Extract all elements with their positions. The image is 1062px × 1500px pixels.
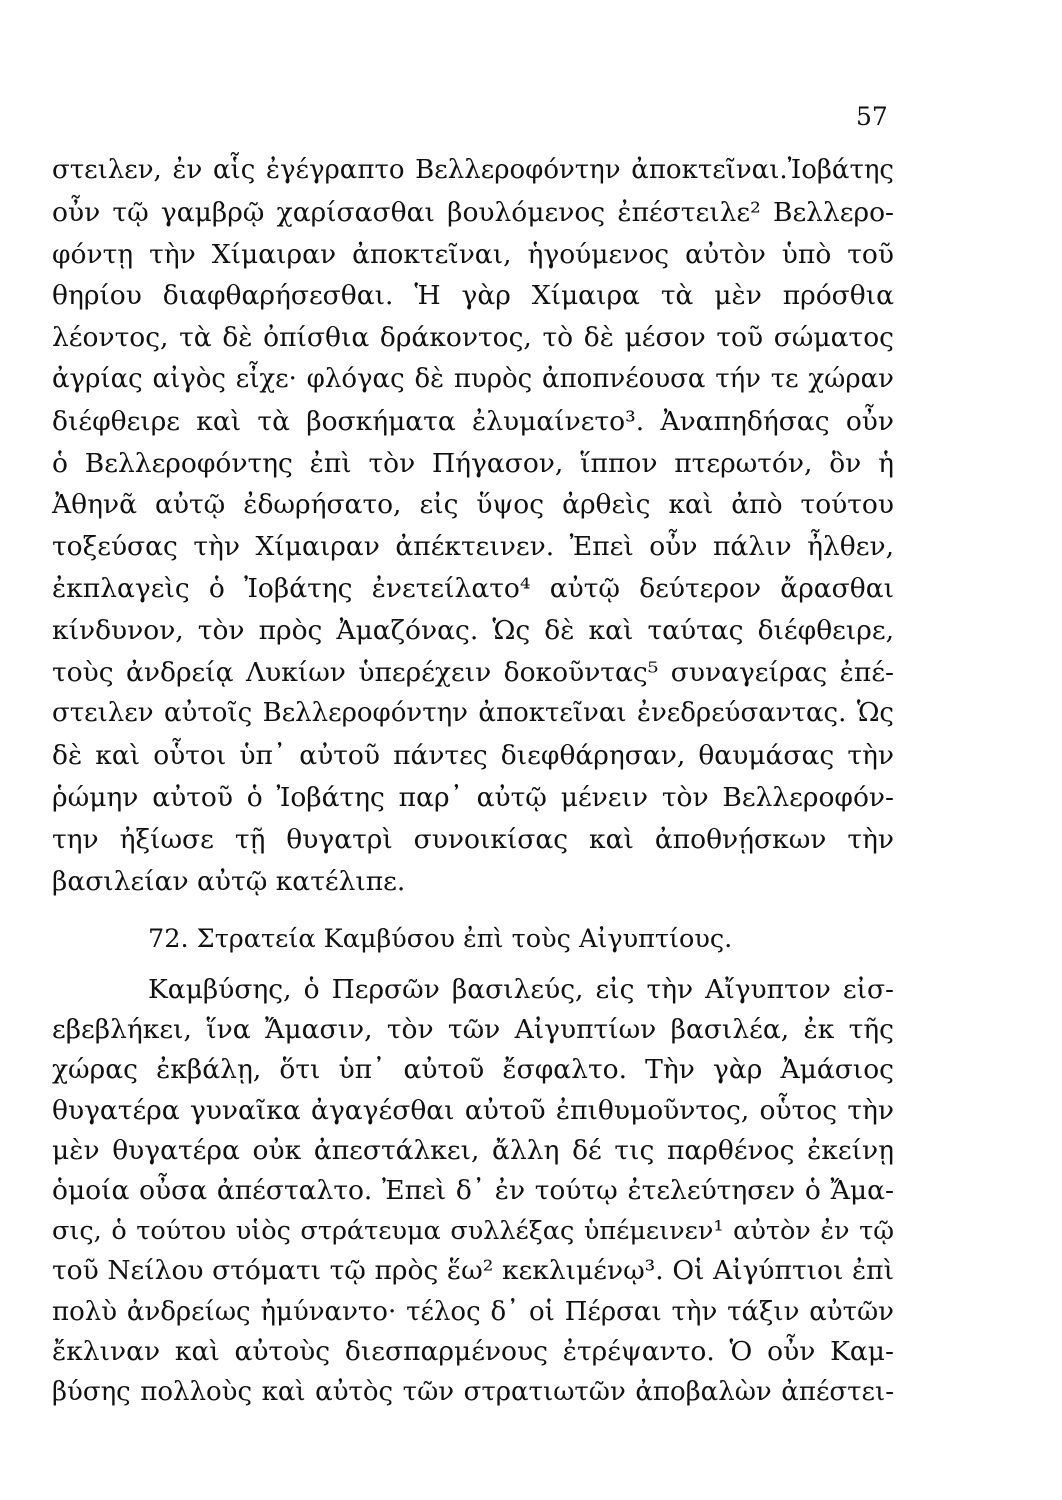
text-line: εβεβλήκει, ἵνα Ἄμασιν, τὸν τῶν Αἰγυπτίων βασιλέα, ἐκ τῆς (52, 1014, 894, 1046)
text-line: ἔκλιναν καὶ αὐτοὺς διεσπαρμένους ἐτρέψαντο. Ὁ οὖν Καμ- (52, 1335, 894, 1367)
text-line: ἐκπλαγεὶς ὁ Ἰοβάτης ἐνετείλατο⁴ αὐτῷ δεύτερον ἄρασθαι (52, 572, 894, 604)
text-line: στειλεν, ἐν αἷς ἐγέγραπτο Βελλεροφόντην ἀποκτεῖναι.Ἰοβάτης (52, 155, 894, 185)
text-line: τοῦ Νείλου στόματι τῷ πρὸς ἕω² κεκλιμένῳ³. Οἱ Αἰγύπτιοι ἐπὶ (52, 1255, 894, 1287)
text-line: λέοντος, τὰ δὲ ὀπίσθια δράκοντος, τὸ δὲ μέσον τοῦ σώματος (52, 322, 894, 354)
section-heading: 72. Στρατεία Καμβύσου ἐπὶ τοὺς Αἰγυπτίους. (148, 924, 733, 954)
text-line: την ἠξίωσε τῇ θυγατρὶ συνοικίσας καὶ ἀποθνῄσκων τὴν (52, 823, 894, 855)
text-line: τοξεύσας τὴν Χίμαιραν ἀπέκτεινεν. Ἐπεὶ οὖν πάλιν ἦλθεν, (52, 531, 894, 563)
text-line: φόντῃ τὴν Χίμαιραν ἀποκτεῖναι, ἡγούμενος αὐτὸν ὑπὸ τοῦ (52, 238, 894, 270)
text-line-last: βασιλείαν αὐτῷ κατέλιπε. (52, 865, 406, 897)
text-line: τοὺς ἀνδρείᾳ Λυκίων ὑπερέχειν δοκοῦντας⁵ συναγείρας ἐπέ- (52, 656, 894, 688)
text-line: κίνδυνον, τὸν πρὸς Ἀμαζόνας. Ὡς δὲ καὶ ταύτας διέφθειρε, (52, 614, 894, 646)
text-line: δὲ καὶ οὗτοι ὑπ᾽ αὐτοῦ πάντες διεφθάρησαν, θαυμάσας τὴν (52, 740, 894, 772)
text-line-first: Καμβύσης, ὁ Περσῶν βασιλεύς, εἰς τὴν Αἴγυπτον εἰσ- (148, 974, 894, 1005)
paragraph-1 (52, 150, 894, 902)
text-line: μὲν θυγατέρα οὐκ ἀπεστάλκει, ἄλλη δέ τις παρθένος ἐκείνῃ (52, 1134, 894, 1166)
text-line: θυγατέρα γυναῖκα ἀγαγέσθαι αὐτοῦ ἐπιθυμοῦντος, οὗτος τὴν (52, 1094, 894, 1126)
text-line: βύσης πολλοὺς καὶ αὐτὸς τῶν στρατιωτῶν ἀποβαλὼν ἀπέστει- (52, 1377, 894, 1408)
text-line: οὖν τῷ γαμβρῷ χαρίσασθαι βουλόμενος ἐπέστειλε² Βελλερο- (52, 196, 894, 228)
text-line: ῥώμην αὐτοῦ ὁ Ἰοβάτης παρ᾽ αὐτῷ μένειν τὸν Βελλεροφόν- (52, 781, 894, 813)
text-line: χώρας ἐκβάλῃ, ὅτι ὑπ᾽ αὐτοῦ ἔσφαλτο. Τὴν γὰρ Ἀμάσιος (52, 1054, 894, 1086)
text-line: Ἀθηνᾶ αὐτῷ ἐδωρήσατο, εἰς ὕψος ἀρθεὶς καὶ ἀπὸ τούτου (52, 489, 894, 521)
text-line: στειλεν αὐτοῖς Βελλεροφόντην ἀποκτεῖναι ἐνεδρεύσαντας. Ὡς (52, 698, 894, 729)
text-line: ὁμοία οὖσα ἀπέσταλτο. Ἐπεὶ δ᾽ ἐν τούτῳ ἐτελεύτησεν ὁ Ἄμα- (52, 1175, 894, 1207)
text-line: ὁ Βελλεροφόντης ἐπὶ τὸν Πήγασον, ἵππον πτερωτόν, ὃν ἡ (52, 447, 894, 479)
text-line: σις, ὁ τούτου υἱὸς στράτευμα συλλέξας ὑπέμεινεν¹ αὐτὸν ἐν τῷ (52, 1216, 894, 1247)
page-number: 57 (856, 102, 888, 131)
text-line: πολὺ ἀνδρείως ἠμύναντο· τέλος δ᾽ οἱ Πέρσαι τὴν τάξιν αὐτῶν (52, 1296, 894, 1327)
text-line: θηρίου διαφθαρήσεσθαι. Ἡ γὰρ Χίμαιρα τὰ μὲν πρόσθια (52, 280, 894, 312)
text-line: διέφθειρε καὶ τὰ βοσκήματα ἐλυμαίνετο³. Ἀναπηδήσας οὖν (52, 405, 894, 437)
paragraph-2 (52, 970, 894, 1412)
text-line: ἀγρίας αἰγὸς εἶχε· φλόγας δὲ πυρὸς ἀποπνέουσα τήν τε χώραν (52, 363, 894, 394)
